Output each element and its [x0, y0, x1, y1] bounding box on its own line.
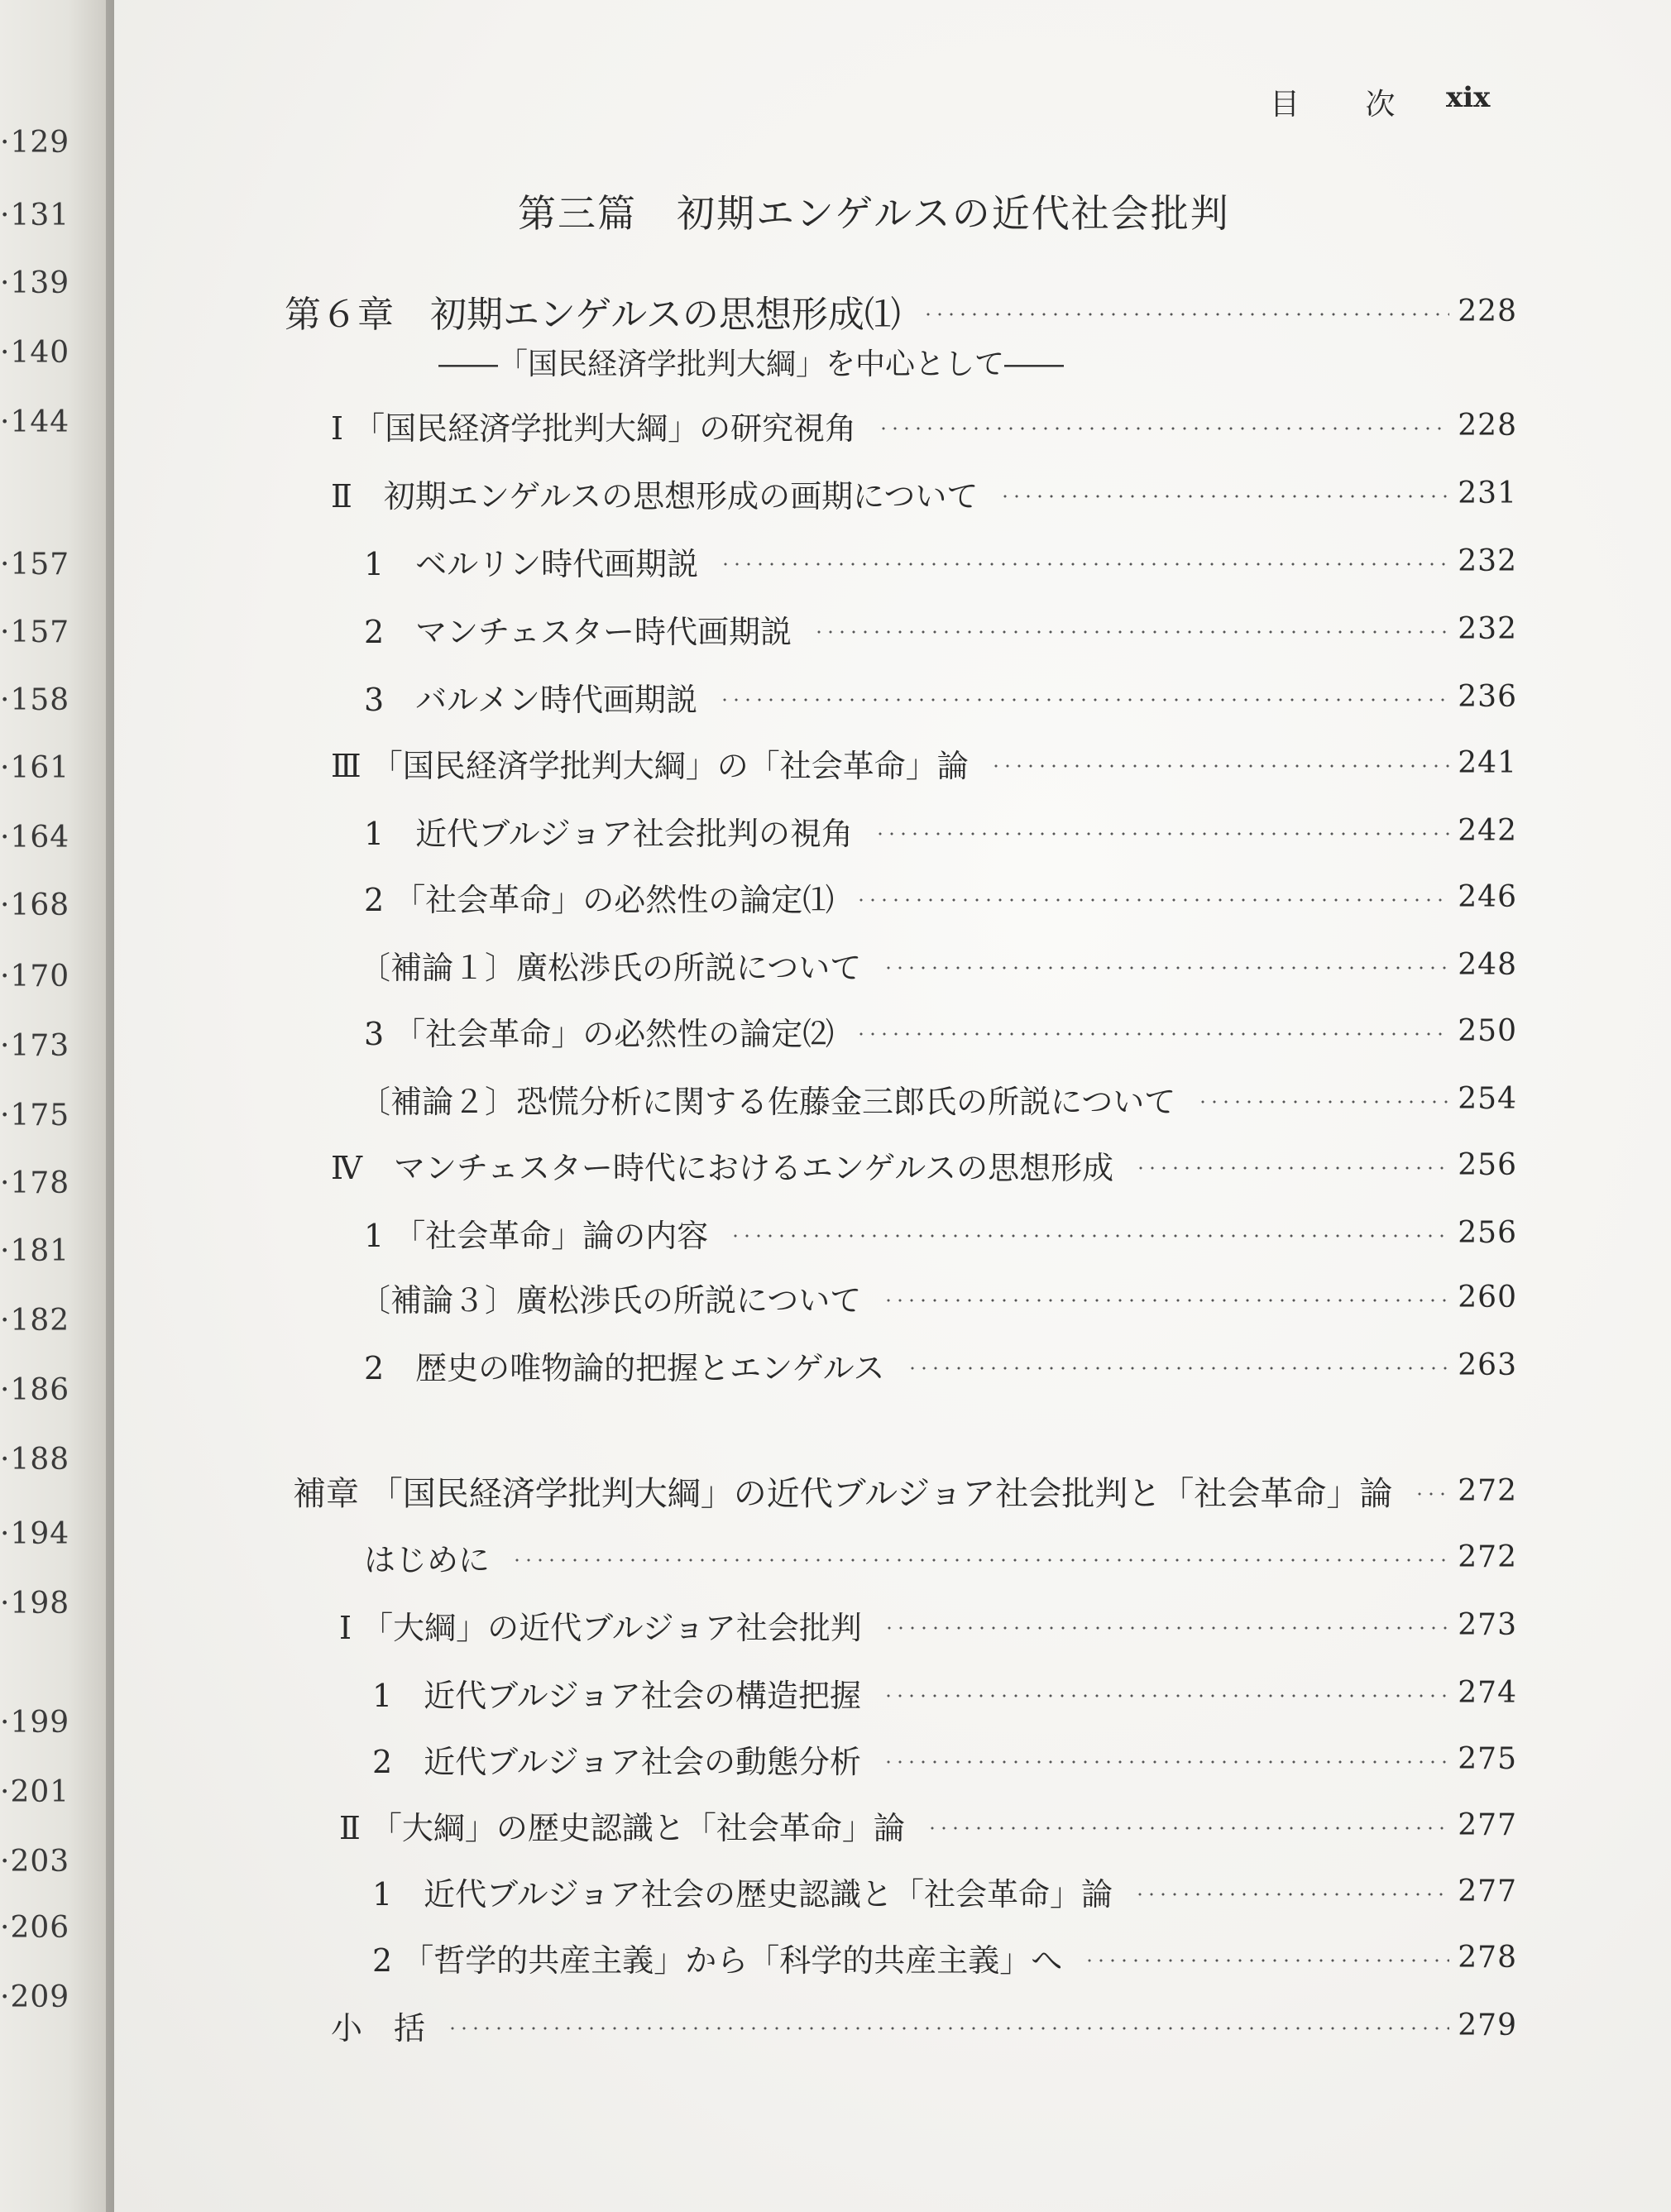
toc-leader-dots [999, 495, 1449, 498]
toc-entry [364, 872, 1517, 922]
toc-page-number: 248 [1458, 947, 1517, 982]
facing-page-number: ·129 [0, 126, 70, 160]
facing-page-number: ·164 [0, 821, 70, 855]
toc-entry-label: 2 マンチェスター時代画期説 [364, 613, 792, 650]
toc-page-number: 232 [1458, 611, 1517, 646]
toc-leader-dots [922, 313, 1449, 316]
facing-page-number: ·173 [0, 1029, 70, 1063]
toc-entry [359, 1272, 1517, 1322]
toc-page-number: 277 [1458, 1807, 1517, 1842]
facing-page-number: ·201 [0, 1775, 70, 1809]
toc-entry [359, 1074, 1517, 1123]
toc-page-number: 256 [1458, 1215, 1517, 1250]
toc-entry-label: 1 「社会革命」論の内容 [364, 1217, 709, 1254]
toc-chapter-row [285, 286, 1517, 336]
toc-entry-label: Ⅰ 「大綱」の近代ブルジョア社会批判 [339, 1609, 862, 1646]
toc-entry [364, 1006, 1517, 1056]
toc-page-number: 277 [1458, 1874, 1517, 1908]
toc-leader-dots [883, 966, 1449, 970]
toc-leader-dots [720, 563, 1449, 566]
toc-entry-label: Ⅲ 「国民経済学批判大綱」の「社会革命」論 [331, 747, 969, 784]
toc-page-number: 254 [1458, 1081, 1517, 1116]
facing-page-number: ·144 [0, 405, 70, 439]
toc-entry-label: Ⅱ 「大綱」の歴史認識と「社会革命」論 [339, 1809, 905, 1846]
toc-leader-dots [883, 1694, 1449, 1697]
toc-entry-label: 〔補論１〕廣松渉氏の所説について [359, 949, 862, 986]
facing-page-number: ·206 [0, 1911, 70, 1945]
facing-page-number: ·199 [0, 1706, 70, 1740]
toc-leader-dots [926, 1827, 1449, 1830]
facing-page-edge [0, 0, 114, 2212]
toc-entry [364, 806, 1517, 855]
toc-page-number: 263 [1458, 1348, 1517, 1382]
facing-page-number: ·140 [0, 336, 70, 370]
facing-page-number: ·161 [0, 751, 70, 785]
toc-entry-label: はじめに [364, 1541, 491, 1578]
toc-leader-dots [719, 698, 1449, 701]
facing-page-number: ·139 [0, 266, 70, 300]
toc-entry [364, 536, 1517, 586]
toc-entry [359, 940, 1517, 989]
running-header-title: 目 次 [1270, 88, 1424, 122]
toc-entry [372, 1734, 1517, 1783]
toc-entry-label: Ⅳ マンチェスター時代におけるエンゲルスの思想形成 [331, 1149, 1114, 1186]
toc-leader-dots [1197, 1100, 1449, 1104]
toc-entry-label: 小 括 [331, 2009, 426, 2047]
toc-leader-dots [855, 898, 1449, 902]
toc-leader-dots [907, 1367, 1450, 1370]
toc-entry [331, 738, 1517, 788]
toc-entry-label: 1 近代ブルジョア社会の構造把握 [372, 1677, 861, 1714]
toc-entry-label: 2 歴史の唯物論的把握とエンゲルス [364, 1349, 885, 1386]
toc-entry [339, 1800, 1517, 1850]
facing-page-number: ·188 [0, 1443, 70, 1477]
toc-page-number: 241 [1458, 745, 1517, 780]
toc-entry-label: 2 「哲学的共産主義」から「科学的共産主義」へ [372, 1941, 1063, 1979]
toc-entry [372, 1932, 1517, 1982]
toc-page-number: 228 [1458, 294, 1517, 328]
toc-entry-label: 1 近代ブルジョア社会の歴史認識と「社会革命」論 [372, 1875, 1113, 1913]
toc-chapter-row [293, 1466, 1517, 1515]
facing-page-number: ·157 [0, 548, 70, 582]
toc-chapter-title: 第６章 初期エンゲルスの思想形成⑴ [285, 294, 901, 336]
toc-entry [364, 1208, 1517, 1257]
toc-entry-label: Ⅱ 初期エンゲルスの思想形成の画期について [331, 477, 979, 515]
toc-leader-dots [883, 1299, 1449, 1302]
facing-page-number: ·203 [0, 1845, 70, 1879]
facing-page-number: ·198 [0, 1587, 70, 1621]
running-header-page-number: xix [1446, 81, 1491, 114]
toc-entry [331, 1140, 1517, 1190]
toc-entry [331, 2000, 1517, 2050]
toc-leader-dots [1084, 1959, 1449, 1962]
toc-entry [372, 1668, 1517, 1717]
facing-page-number: ·170 [0, 960, 70, 993]
toc-page-number: 272 [1458, 1473, 1517, 1508]
toc-entry-label: 3 バルメン時代画期説 [364, 681, 698, 718]
toc-page-number: 228 [1458, 408, 1517, 443]
facing-page-number: ·181 [0, 1234, 70, 1268]
toc-entry [364, 672, 1517, 721]
facing-page-number: ·194 [0, 1517, 70, 1551]
toc-entry-label: 3 「社会革命」の必然性の論定⑵ [364, 1015, 835, 1052]
toc-page-number: 274 [1458, 1675, 1517, 1710]
facing-page-number: ·209 [0, 1980, 70, 2014]
toc-leader-dots [883, 1760, 1449, 1764]
toc-entry-label: 1 ベルリン時代画期説 [364, 545, 699, 582]
toc-leader-dots [990, 764, 1450, 768]
toc-leader-dots [1134, 1893, 1449, 1896]
toc-page-number: 236 [1458, 679, 1517, 714]
toc-entry [364, 1532, 1517, 1582]
toc-page-number: 278 [1458, 1940, 1517, 1975]
toc-entry-label: 〔補論２〕恐慌分析に関する佐藤金三郎氏の所説について [359, 1083, 1176, 1120]
toc-leader-dots [855, 1032, 1449, 1036]
toc-page-number: 272 [1458, 1539, 1517, 1574]
facing-page-number: ·158 [0, 683, 70, 717]
toc-leader-dots [1135, 1166, 1449, 1170]
facing-page-number: ·182 [0, 1304, 70, 1338]
facing-page-number: ·157 [0, 615, 70, 649]
toc-page-number: 246 [1458, 879, 1517, 914]
toc-entry [372, 1866, 1517, 1916]
toc-page-number: 242 [1458, 813, 1517, 848]
toc-page-number: 256 [1458, 1147, 1517, 1182]
toc-page-number: 260 [1458, 1280, 1517, 1314]
toc-leader-dots [447, 2027, 1449, 2030]
facing-page-number: ·168 [0, 888, 70, 922]
toc-entry [339, 1600, 1517, 1649]
toc-leader-dots [874, 832, 1449, 835]
facing-page-number: ·175 [0, 1099, 70, 1132]
toc-page-number: 232 [1458, 543, 1517, 578]
toc-entry-label: 〔補論３〕廣松渉氏の所説について [359, 1281, 862, 1319]
toc-page-number: 231 [1458, 476, 1517, 510]
chapter-subtitle: ――「国民経済学批判大綱」を中心として―― [438, 347, 1065, 381]
toc-page-number: 279 [1458, 2008, 1517, 2042]
toc-page-number: 250 [1458, 1013, 1517, 1048]
toc-leader-dots [511, 1558, 1449, 1562]
toc-leader-dots [730, 1234, 1449, 1238]
toc-page-number: 275 [1458, 1741, 1517, 1776]
toc-leader-dots [1414, 1492, 1449, 1496]
toc-entry [331, 468, 1517, 518]
facing-page-number: ·178 [0, 1166, 70, 1200]
toc-entry-label: Ⅰ 「国民経済学批判大綱」の研究視角 [331, 409, 857, 447]
facing-page-number: ·131 [0, 199, 70, 232]
toc-chapter-title: 補章 「国民経済学批判大綱」の近代ブルジョア社会批判と「社会革命」論 [293, 1474, 1393, 1513]
toc-leader-dots [883, 1626, 1449, 1630]
toc-leader-dots [813, 630, 1449, 634]
toc-entry-label: 2 「社会革命」の必然性の論定⑴ [364, 881, 835, 918]
toc-leader-dots [878, 427, 1449, 430]
toc-page-number: 273 [1458, 1607, 1517, 1642]
toc-entry-label: 2 近代ブルジョア社会の動態分析 [372, 1743, 861, 1780]
toc-entry-label: 1 近代ブルジョア社会批判の視角 [364, 815, 853, 852]
toc-entry [364, 604, 1517, 654]
facing-page-number: ·186 [0, 1373, 70, 1407]
toc-entry [331, 400, 1517, 450]
toc-entry [364, 1340, 1517, 1390]
part-title: 第三篇 初期エンゲルスの近代社会批判 [518, 191, 1230, 236]
